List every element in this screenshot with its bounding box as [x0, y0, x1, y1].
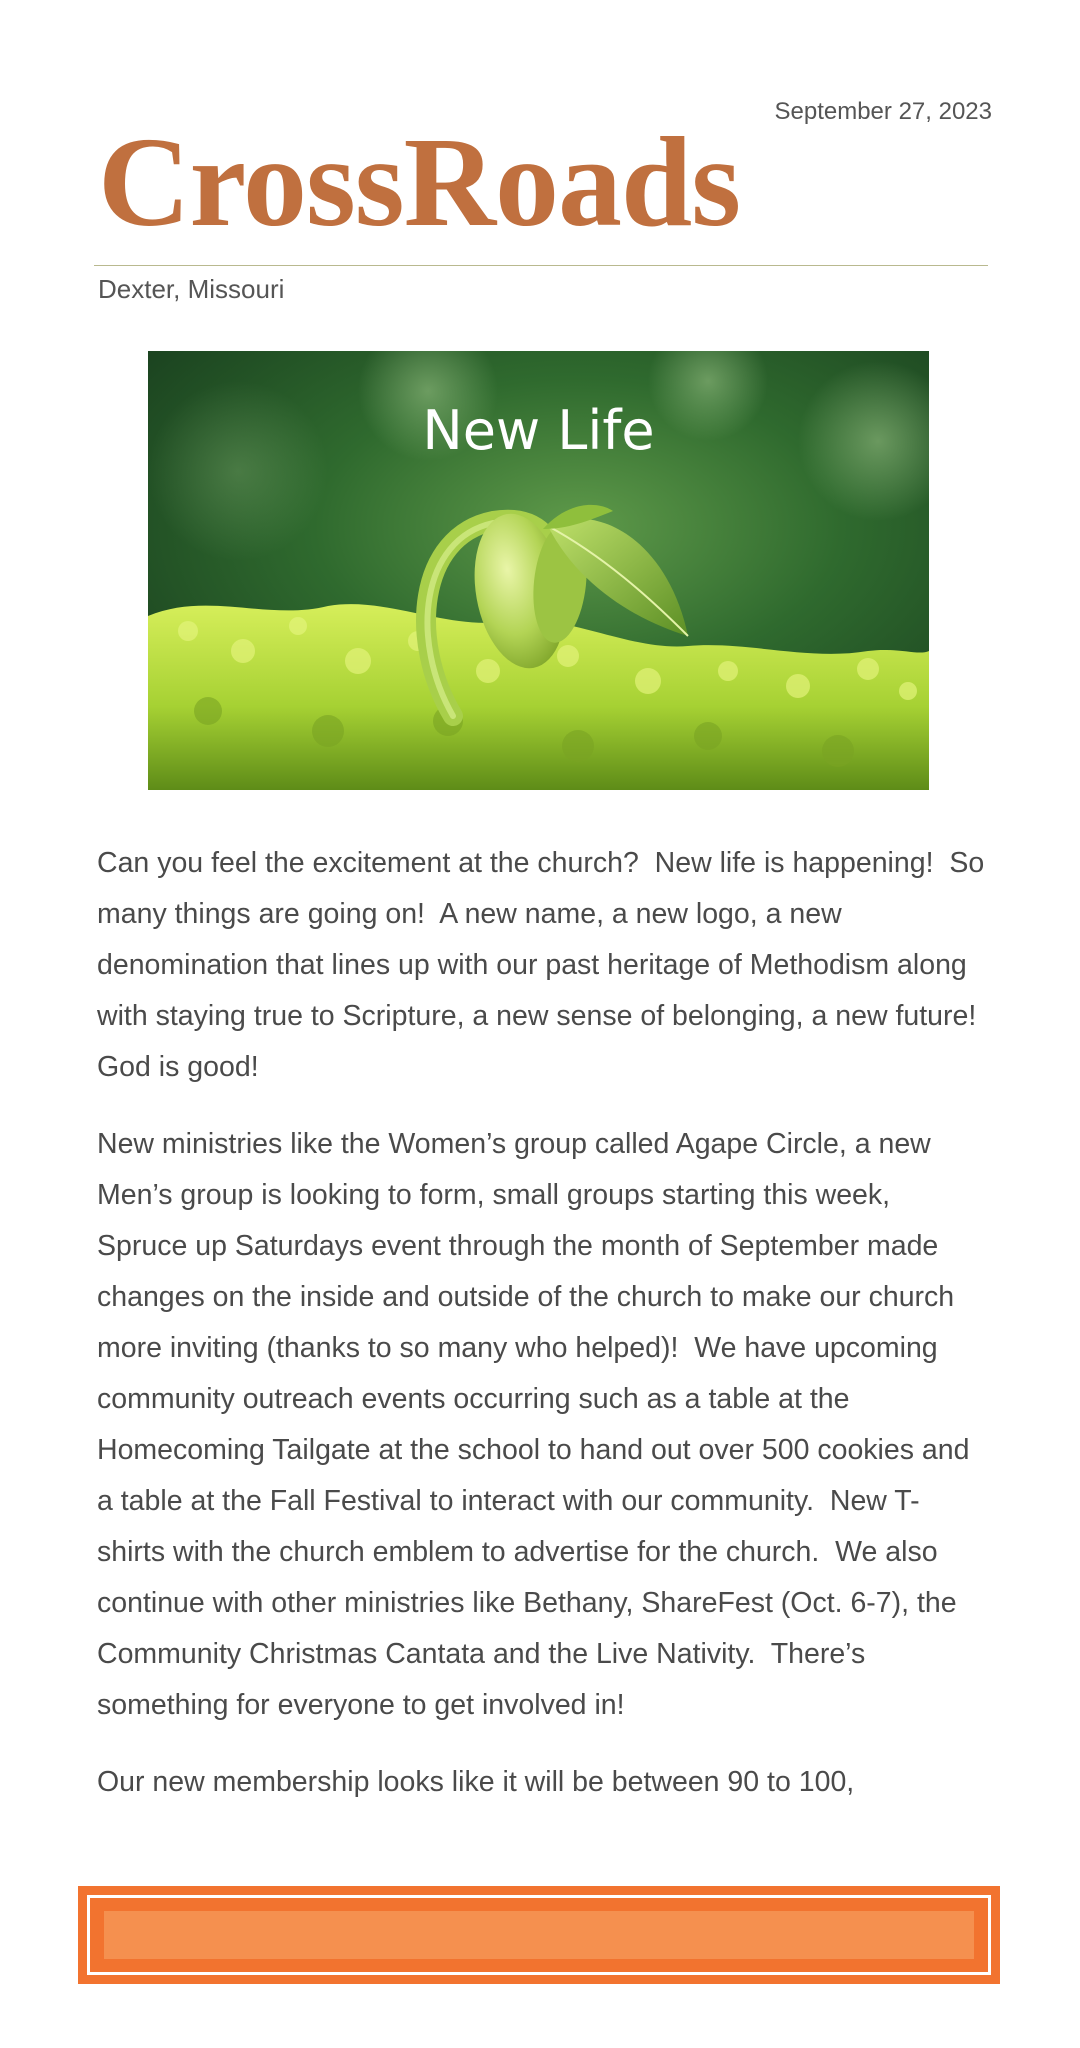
- article-paragraph: Our new membership looks like it will be between 90 to 100,: [97, 1766, 855, 1798]
- footer-band: [78, 1886, 1000, 1984]
- hero-image: [148, 351, 929, 790]
- hero-caption: New Life: [422, 399, 655, 462]
- location-line: Dexter, Missouri: [98, 274, 285, 304]
- footer-band-core: [104, 1911, 974, 1959]
- masthead-title: CrossRoads: [98, 111, 740, 253]
- article-paragraph: Can you feel the excitement at the church? New life is happening! So many things are going on! A new name, a new logo, a new denomination that lines up with our past heritage of Methodism along with staying true to Scripture, a new sense of belonging, a new future! God is good!: [97, 847, 993, 1083]
- masthead-rule: [94, 265, 988, 266]
- article-body: [97, 838, 993, 1834]
- date-line: September 27, 2023: [774, 98, 992, 125]
- article-paragraph: New ministries like the Women’s group called Agape Circle, a new Men’s group is looking to form, small groups starting this week, Spruce up Saturdays event through the month of September made changes on the inside and outside of the church to make our church more inviting (thanks to so many who helped)! We have upcoming community outreach events occurring such as a table at the Homecoming Tailgate at the school to hand out over 500 cookies and a table at the Fall Festival to interact with our community. New T-shirts with the church emblem to advertise for the church. We also continue with other ministries like Bethany, ShareFest (Oct. 6-7), the Community Christmas Cantata and the Live Nativity. There’s something for everyone to get involved in!: [97, 1128, 978, 1721]
